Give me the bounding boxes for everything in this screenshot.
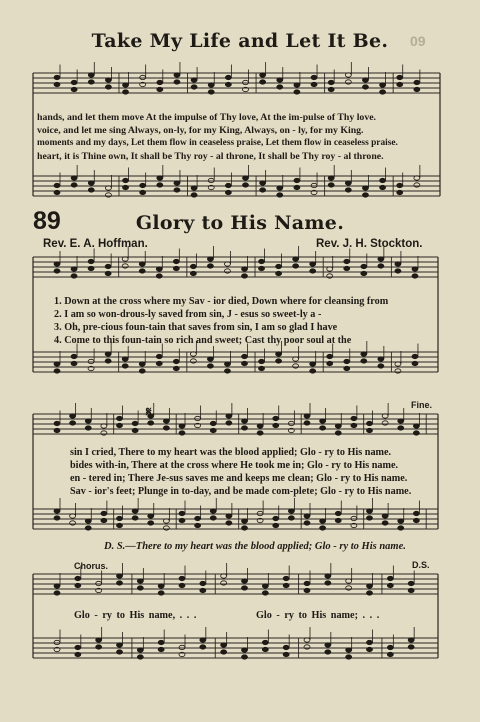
system1-verse-3: 3. Oh, pre-cious foun-tain that saves from sin, I am so glad I have <box>54 322 338 333</box>
system1-verse-1: 1. Down at the cross where my Sav - ior died, Down where for cleansing from <box>54 296 389 307</box>
top-verse-1: hands, and let them move At the impulse of Thy love, At the im-pulse of Thy love. <box>37 112 377 123</box>
hymn-title: Glory to His Name. <box>135 212 345 234</box>
fine-mark: Fine. <box>411 400 433 410</box>
bass-staff-3 <box>33 509 438 529</box>
treble-staff-3 <box>33 414 438 434</box>
treble-staff-4 <box>33 574 438 594</box>
system2-verse-2: bides with-in, There at the cross where He took me in; Glo - ry to His name. <box>70 460 399 471</box>
hymn-number: 89 <box>33 207 61 235</box>
composer-credit: Rev. J. H. Stockton. <box>316 238 423 250</box>
system2-verse-3: en - tered in; There Je-sus saves me and keeps me clean; Glo - ry to His name. <box>70 473 408 484</box>
top-verse-4: heart, it is Thine own, It shall be Thy roy - al throne, It shall be Thy roy - al throne. <box>37 151 384 162</box>
top-verse-3: moments and my days, Let them flow in ceaseless praise, Let them flow in ceaseless praise. <box>37 138 398 148</box>
author-credit: Rev. E. A. Hoffman. <box>43 238 148 250</box>
ds-mark: D.S. <box>412 560 430 570</box>
system1-verse-4: 4. Come to this foun-tain so rich and sweet; Cast thy poor soul at the <box>54 335 352 346</box>
system2-verse-1: sin I cried, There to my heart was the blood applied; Glo - ry to His name. <box>70 447 392 458</box>
top-verse-2: voice, and let me sing Always, on-ly, for my King, Always, on - ly, for my King. <box>37 125 364 136</box>
system2-verse-4: Sav - ior's feet; Plunge in to-day, and be made com-plete; Glo - ry to His name. <box>70 486 412 497</box>
corner-page-number: 09 <box>410 33 426 49</box>
chorus-label: Chorus. <box>74 561 109 571</box>
segno-sign: 𝄋 <box>146 404 152 419</box>
ds-instruction: D. S.—There to my heart was the blood applied; Glo - ry to His name. <box>104 541 406 552</box>
bass-staff-4 <box>33 638 438 658</box>
chorus-lyric-2: Glo - ry to His name; . . . <box>256 610 380 621</box>
top-hymn-title: Take My Life and Let It Be. <box>91 30 389 52</box>
chorus-lyric-1: Glo - ry to His name, . . . <box>74 610 197 621</box>
system1-verse-2: 2. I am so won-drous-ly saved from sin, J - esus so sweet-ly a - <box>54 309 322 320</box>
